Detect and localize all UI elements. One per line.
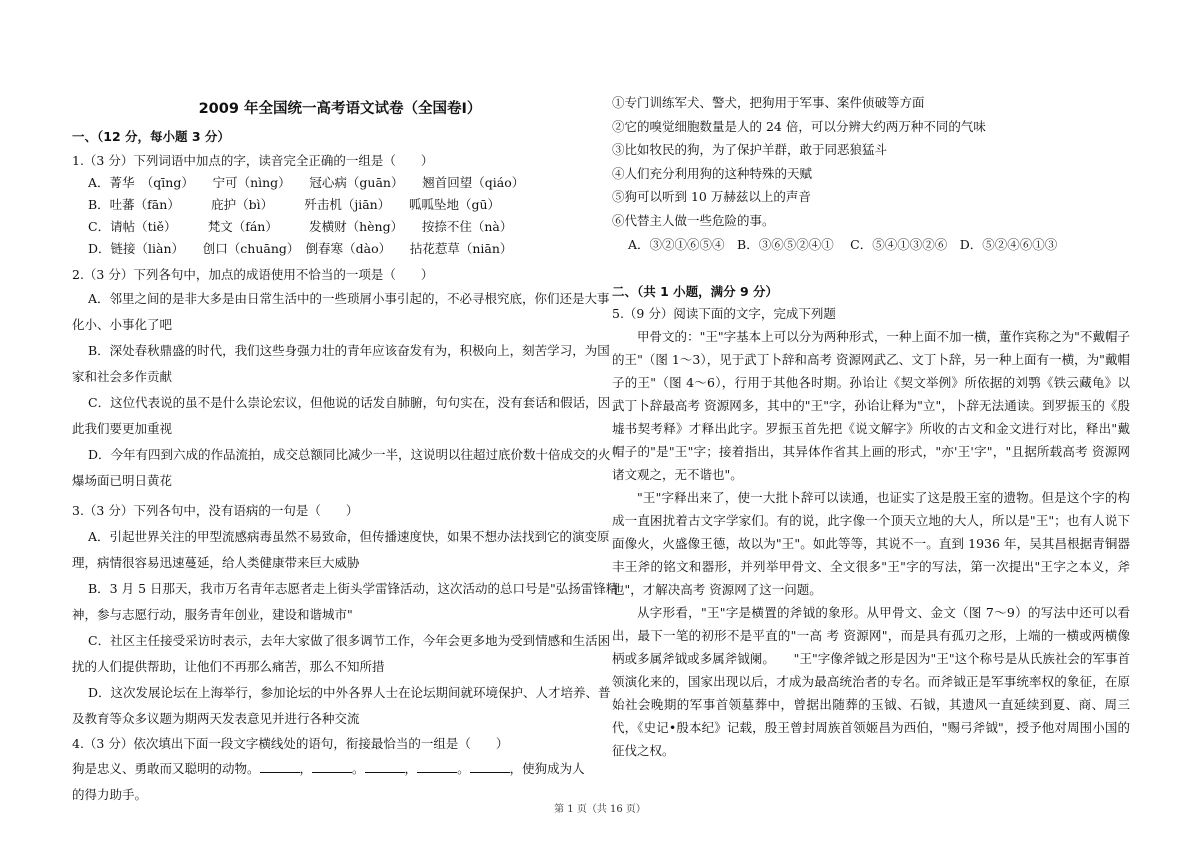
punctuation: 。 — [457, 761, 470, 776]
question-1 — [72, 150, 592, 260]
question-3 — [72, 498, 619, 732]
section-heading-1: 一、（12 分，每小题 3 分） — [72, 129, 230, 144]
option-d: D．这次发展论坛在上海举行，参加论坛的中外各界人士在论坛期间就环境保护、人才培养、普 — [88, 685, 611, 700]
option-b-cont: 神，参与志愿行动，服务青年创业，建设和谐城市" — [72, 607, 353, 622]
sentence-item: ③比如牧民的狗，为了保护羊群，敢于同恶狼猛斗 — [612, 142, 888, 157]
fill-in-line — [72, 756, 592, 782]
option-c-cont: 扰的人们提供帮助，让他们不再那么痛苦，那么不知所措 — [72, 659, 385, 674]
question-stem: 3.（3 分）下列各句中，没有语病的一句是（ ） — [72, 503, 359, 518]
sentence-item: ④人们充分利用狗的这种特殊的天赋 — [612, 165, 813, 181]
fill-in-line-cont: 的得力助手。 — [72, 787, 148, 802]
sentence-item: ②它的嗅觉细胞数量是人的 24 倍，可以分辨大约两万种不同的气味 — [612, 118, 986, 134]
option-b: B．深处春秋鼎盛的时代，我们这些身强力壮的青年应该奋发有为，积极向上，刻苦学习，为国 — [88, 343, 610, 358]
blank-1 — [260, 760, 300, 773]
option-c-cont: 此我们要更加重视 — [72, 421, 173, 436]
option-b: B．3 月 5 日那天，我市万名青年志愿者走上街头学雷锋活动，这次活动的总口号是"弘扬雷锋精 — [88, 581, 619, 596]
blank-2 — [312, 760, 352, 773]
option-b-cont: 家和社会多作贡献 — [72, 369, 173, 384]
passage-text: ，使狗成为人 — [509, 761, 585, 776]
page-footer: 第 1 页（共 16 页） — [554, 804, 646, 815]
option-a: A．引起世界关注的甲型流感病毒虽然不易致命，但传播速度快，如果不想办法找到它的演变原 — [88, 529, 610, 544]
question-2 — [72, 264, 611, 494]
question-stem: 5.（9 分）阅读下面的文字，完成下列题 — [612, 306, 836, 321]
option-b: B．吐蕃（fān） 庇护（bì） 歼击机（jiān） 呱呱坠地（gū） — [88, 197, 500, 212]
option-a-cont: 理，病情很容易迅速蔓延，给人类健康带来巨大威胁 — [72, 555, 360, 570]
option-c: C．社区主任接受采访时表示，去年大家做了很多调节工作，今年会更多地为受到情感和生活困 — [88, 633, 611, 648]
passage-paragraph-3: 从字形看，"王"字是横置的斧钺的象形。从甲骨文、金文（图 7～9）的写法中还可以看出，最下一笔的初形不是平直的"一高 考 资源网"，而是具有孤刃之形，上端的一横或两横像柄或多属斧钺或多属斧钺阑。 "王"字像斧钺之形是因为"王"这个称号是从氏族社会的军事首领演化来的，国家出现以后，才成为最高统治者的专名。而斧钺正是军事统率权的象征，在原始社会晚期的军事首领墓葬中，曾据出随葬的玉钺、石钺，其遗风一直延续到夏、商、周三代，《史记•殷本纪》记载，殷王曾封周族首领姬昌为西伯，"赐弓斧钺"，授予他对周围小国的征伐之权。 — [612, 605, 1130, 758]
option-c: C．这位代表说的虽不是什么崇论宏议，但他说的话发自肺腑，句句实在，没有套话和假话，因 — [88, 395, 611, 410]
option-d-cont: 爆场面已明日黄花 — [72, 473, 173, 488]
passage-paragraph-2: "王"字释出来了，使一大批卜辞可以读通，也证实了这是殷王室的遗物。但是这个字的构成一直困扰着古文字学家们。有的说，此字像一个顶天立地的大人，所以是"王"；也有人说下面像火，火盛像王德，故以为"王"。如此等等，其说不一。直到 1936 年，吴其昌根据青铜器丰王斧的铭文和器形，并列举甲骨文、全文很多"王"字的写法，第一次提出"王字之本义，斧也"，才解决高考 资源网了这一问题。 — [612, 490, 1130, 597]
page-title: 2009 年全国统一高考语文试卷（全国卷Ⅰ） — [198, 101, 482, 117]
option-a: A．菁华 （qīng） 宁可（nìng） 冠心病（guān） 翘首回望（qiáo） — [88, 175, 525, 190]
option-d-cont: 及教育等众多议题为期两天发表意见并进行各种交流 — [72, 711, 360, 726]
right-column — [612, 91, 1130, 762]
option-d: D．今年有四到六成的作品流拍，成交总额同比减少一半，这说明以往超过底价数十倍成交的火 — [88, 447, 611, 462]
punctuation: ， — [404, 761, 418, 776]
option-c: C．请帖（tiě） 梵文（fán） 发横财（hèng） 按捺不住（nà） — [88, 219, 513, 234]
passage-paragraph-1: 甲骨文的："王"字基本上可以分为两种形式，一种上面不加一横，董作宾称之为"不戴帽子的王"（图 1～3），见于武丁卜辞和高考 资源网武乙、文丁卜辞，另一种上面有一横，为"戴帽子的王"（图 4～6），行用于其他各时期。孙诒让《契文举例》所依据的刘鹗《铁云藏龟》以武丁卜辞最高考 资源网多，其中的"王"字，孙诒让释为"立"，卜辞无法通读。到罗振玉的《殷墟书契考释》才释出此字。罗振玉首先把《说文解字》所收的古文和金文进行对比，释出"戴帽子的"是"王"字；接着指出，其异体作省其上画的形式，"亦'王'字"，"且据所载高考 资源网诸文观之，无不谐也"。 — [612, 329, 1130, 482]
section-heading-2: 二、（共 1 小题，满分 9 分） — [612, 284, 779, 299]
option-a-cont: 化小、小事化了吧 — [72, 317, 173, 332]
sentence-item: ⑤狗可以听到 10 万赫兹以上的声音 — [612, 189, 811, 204]
answer-options: A．③②①⑥⑤④ B．③⑥⑤②④① C．⑤④①③②⑥ D．⑤②④⑥①③ — [628, 237, 1058, 252]
left-column — [72, 126, 619, 808]
sentence-item: ①专门训练军犬、警犬，把狗用于军事、案件侦破等方面 — [612, 95, 925, 110]
blank-5 — [470, 760, 510, 773]
blank-3 — [365, 760, 405, 773]
punctuation: ， — [299, 761, 313, 776]
option-d: D．链接（liàn） 创口（chuāng） 倒春寒（dào） 拈花惹草（niān） — [88, 241, 513, 256]
question-stem: 2.（3 分）下列各句中，加点的成语使用不恰当的一项是（ ） — [72, 267, 434, 282]
option-a: A．邻里之间的是非大多是由日常生活中的一些琐屑小事引起的，不必寻根究底，你们还是大事 — [88, 291, 610, 306]
question-stem: 1.（3 分）下列词语中加点的字，读音完全正确的一组是（ ） — [72, 153, 434, 168]
sentence-item: ⑥代替主人做一些危险的事。 — [612, 212, 775, 228]
passage-text: 狗是忠义、勇敢而又聪明的动物。 — [72, 761, 260, 776]
question-4 — [72, 732, 592, 808]
punctuation: 。 — [352, 761, 365, 776]
numbered-sentences — [612, 91, 1130, 258]
blank-4 — [417, 760, 457, 773]
question-stem: 4.（3 分）依次填出下面一段文字横线处的语句，衔接最恰当的一组是（ ） — [72, 736, 509, 751]
